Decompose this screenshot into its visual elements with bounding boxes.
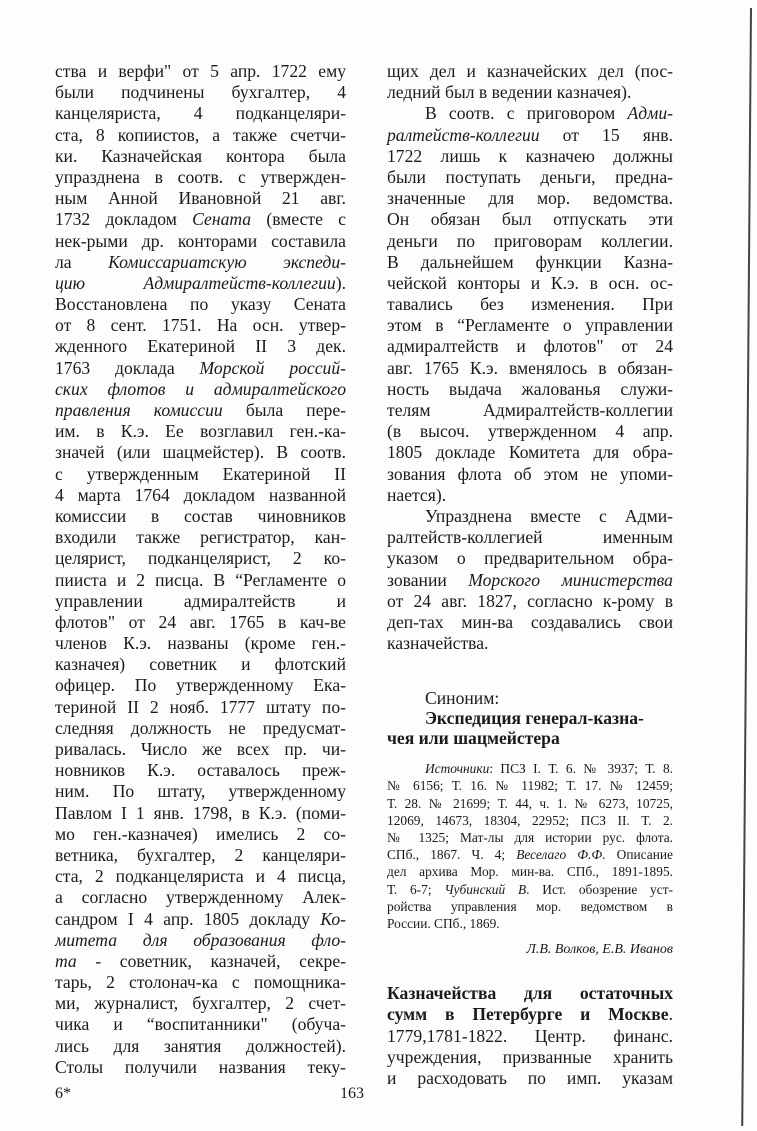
text-run: ралтейств-коллегией именным	[387, 527, 673, 548]
text-run: 1722 лишь к казначею должны	[387, 145, 673, 166]
text-line	[55, 824, 346, 845]
text-run: мо ген.-казначея) имелись 2 со-	[55, 823, 346, 844]
text-line	[387, 188, 673, 209]
text-run: ста, 2 подканцеляриста и 4 писца,	[55, 866, 346, 887]
text-line	[55, 697, 346, 718]
text-line	[55, 82, 346, 103]
italic-text: Чубинский В	[444, 881, 527, 897]
synonym-block	[387, 688, 673, 748]
text-line	[55, 146, 346, 167]
italic-text: Ко-	[320, 908, 346, 929]
italic-text: правления комиссии	[55, 400, 223, 420]
text-run: ста, 8 копиистов, а также счетчи-	[55, 124, 346, 145]
text-line	[55, 633, 346, 654]
text-run: России. СПб., 1869.	[387, 915, 500, 931]
bold-text: Казначейства для остаточных	[387, 983, 673, 1004]
text-run: ми, журналист, бухгалтер, 2 счет-	[55, 993, 346, 1014]
text-line	[387, 1026, 673, 1047]
source-line	[387, 915, 673, 932]
text-run: : ПСЗ I. Т. 6. № 3937; Т. 8.	[489, 761, 673, 777]
text-line	[55, 993, 346, 1014]
text-line	[55, 315, 346, 336]
text-run: ства и верфи" от 5 апр. 1722 ему	[55, 61, 346, 81]
synonym-term-line-1: Экспедиция генерал-казна-	[425, 708, 644, 729]
text-line	[55, 336, 346, 357]
text-run: ла	[55, 251, 109, 272]
text-line	[387, 464, 673, 485]
text-run: от 15 янв.	[539, 124, 673, 145]
text-line	[55, 612, 346, 633]
text-line	[55, 1036, 346, 1057]
text-run: щих дел и казначейских дел (пос-	[387, 61, 673, 81]
text-line	[387, 125, 673, 146]
text-run: новников К.э. оставалось преж-	[55, 760, 346, 781]
text-line	[55, 379, 346, 400]
text-run: учреждения, призванные хранить	[387, 1046, 673, 1067]
right-column	[387, 61, 673, 1089]
text-run: казначейства.	[387, 633, 489, 654]
text-run: жденного Екатериной II 3 дек.	[55, 336, 346, 357]
text-run: входили также регистратор, кан-	[55, 527, 346, 548]
italic-text: Морской россий-	[199, 357, 346, 378]
italic-text: Веселаго Ф.Ф	[516, 847, 603, 863]
italic-text: Адми-	[627, 103, 673, 124]
text-run: следняя должность не предусмат-	[55, 717, 346, 738]
text-line	[55, 1014, 346, 1035]
text-line	[55, 209, 346, 230]
text-run: Он обязан был отпускать эти	[387, 209, 673, 230]
text-run: В соотв. с приговором	[425, 103, 628, 124]
text-run: В дальнейшем функции Казна-	[387, 251, 673, 272]
text-run: этом в “Регламенте о управлении	[387, 315, 673, 336]
text-run: деньги по приговорам коллегии.	[387, 230, 673, 251]
text-line	[387, 103, 673, 124]
text-line	[55, 951, 346, 972]
text-line	[387, 591, 673, 612]
text-line	[387, 294, 673, 315]
text-line	[55, 252, 346, 273]
text-run: № 1325; Мат-лы для истории рус. флота.	[387, 830, 673, 845]
text-run: . Ист. обозрение уст-	[526, 881, 673, 897]
italic-text: ралтейств-коллегии	[387, 124, 540, 145]
text-run: . Описание	[602, 847, 673, 863]
text-line	[387, 167, 673, 188]
text-line	[55, 845, 346, 866]
text-line	[387, 548, 673, 569]
text-line	[387, 442, 673, 463]
source-line	[387, 846, 673, 863]
text-run: были подчинены бухгалтер, 4	[55, 82, 346, 103]
italic-text: Комиссариатскую экспеди-	[108, 251, 346, 272]
text-run: лись для занятия должностей).	[55, 1035, 346, 1056]
text-line	[55, 103, 346, 124]
text-run: чика и “воспитанники" (обуча-	[55, 1014, 346, 1035]
source-line	[387, 829, 673, 846]
text-run: .	[668, 1004, 673, 1025]
italic-text: та	[55, 950, 77, 971]
text-run: Т. 28. № 21699; Т. 44, ч. 1. № 6273, 10725,	[387, 795, 673, 811]
text-run: указом о предварительном обра-	[387, 548, 673, 569]
text-run: Павлом I 1 янв. 1798, в К.э. (поми-	[55, 802, 346, 823]
entry-heading-line	[387, 983, 673, 1004]
text-run: нается).	[387, 484, 447, 505]
page-number: 163	[340, 1085, 364, 1102]
text-line	[55, 442, 346, 463]
text-run: Столы получили названия теку-	[55, 1056, 346, 1077]
text-run: ным Анной Ивановной 21 авг.	[55, 188, 346, 209]
bold-text: сумм в Петербурге и Москве	[387, 1004, 669, 1025]
text-run: канцеляриста, 4 подканцеляри-	[55, 103, 346, 124]
sources-block	[387, 760, 673, 932]
text-line	[55, 485, 346, 506]
text-line	[387, 421, 673, 442]
text-run: упразднена в соотв. с утвержден-	[55, 166, 346, 187]
text-line	[55, 781, 346, 802]
text-run: (вместе с	[251, 209, 346, 230]
text-run: ность выдача жалованья служи-	[387, 378, 673, 399]
text-run: 1732 докладом	[55, 209, 193, 230]
text-line	[387, 252, 673, 273]
text-line	[387, 485, 673, 506]
text-run: сандром I 4 апр. 1805 докладу	[55, 908, 321, 929]
source-line	[387, 760, 673, 777]
text-line	[55, 591, 346, 612]
text-line	[55, 61, 346, 82]
text-run: ).	[335, 272, 346, 293]
italic-text: Источники	[425, 761, 490, 777]
next-entry	[387, 983, 673, 1089]
text-line	[387, 273, 673, 294]
text-run: казначея) советник и флотский	[55, 654, 346, 675]
italic-text: ских флотов и адмиралтейского	[55, 378, 346, 399]
text-line	[55, 909, 346, 930]
text-run: Восстановлена по указу Сената	[55, 294, 346, 315]
text-line	[55, 125, 346, 146]
text-run: 4 марта 1764 докладом названной	[55, 484, 346, 505]
text-run: зования флота об этом не упоми-	[387, 463, 673, 484]
text-run: а согласно утвержденному Алек-	[55, 887, 346, 908]
text-line	[55, 803, 346, 824]
text-run: 1763 доклада	[55, 357, 200, 378]
text-run: Т. 6-7;	[387, 881, 445, 897]
entry-continuation-text	[387, 61, 673, 654]
text-line	[55, 421, 346, 442]
text-run: с утвержденным Екатериной II	[55, 463, 346, 484]
text-run: от 8 сент. 1751. На осн. утвер-	[55, 315, 346, 336]
text-line	[387, 633, 673, 654]
italic-text: митета для образования фло-	[55, 929, 346, 950]
text-line	[55, 930, 346, 951]
text-line	[55, 188, 346, 209]
article-authors: Л.В. Волков, Е.В. Иванов	[526, 942, 673, 958]
text-line	[55, 358, 346, 379]
source-line	[387, 863, 673, 880]
text-run: были поступать деньги, предна-	[387, 166, 673, 187]
text-run: целярист, подканцелярист, 2 ко-	[55, 548, 346, 569]
text-run: членов К.э. названы (кроме ген.-	[55, 633, 346, 654]
text-line	[387, 336, 673, 357]
text-line	[55, 167, 346, 188]
text-line	[387, 506, 673, 527]
text-run: комиссии в состав чиновников	[55, 505, 346, 526]
text-run: ледний был в ведении казначея).	[387, 82, 632, 103]
synonym-term-line-2: чея или шацмейстера	[387, 728, 560, 749]
text-line	[387, 379, 673, 400]
text-run: (в высоч. утвержденном 4 апр.	[387, 421, 673, 442]
text-line	[387, 209, 673, 230]
italic-text: Морского министерства	[468, 569, 673, 590]
text-run: телям Адмиралтейств-коллегии	[387, 400, 673, 420]
text-line	[55, 760, 346, 781]
text-line	[55, 506, 346, 527]
source-line	[387, 812, 673, 829]
text-run: ройства управления мор. ведомством в	[387, 898, 673, 914]
text-line	[387, 358, 673, 379]
text-run: была пере-	[222, 400, 346, 420]
text-run: зовании	[387, 569, 469, 590]
text-line	[387, 570, 673, 591]
text-run: флотов" от 24 авг. 1765 в кач-ве	[55, 611, 346, 632]
text-run: 1779,1781-1822. Центр. финанс.	[387, 1025, 673, 1046]
text-line	[387, 61, 673, 82]
text-line	[387, 1068, 673, 1089]
text-run: ривалась. Число же всех пр. чи-	[55, 739, 346, 759]
text-run: и расходовать по имп. указам	[387, 1067, 673, 1088]
text-line	[55, 654, 346, 675]
text-line	[387, 82, 673, 103]
text-run: управлении адмиралтейств и	[55, 590, 346, 611]
text-line	[55, 1057, 346, 1078]
text-line	[387, 1047, 673, 1068]
text-run: 1805 докладе Комитета для обра-	[387, 442, 673, 463]
text-run: деп-тах мин-ва создавались свои	[387, 611, 673, 632]
synonym-label: Синоним:	[425, 688, 500, 709]
text-line	[387, 146, 673, 167]
text-run: тарь, 2 столонач-ка с помощника-	[55, 972, 346, 993]
left-column	[55, 61, 346, 1078]
text-line	[55, 718, 346, 739]
text-line	[55, 294, 346, 315]
text-line	[55, 464, 346, 485]
italic-text: Сената	[192, 209, 252, 230]
text-line	[55, 887, 346, 908]
text-line	[55, 548, 346, 569]
source-line	[387, 881, 673, 898]
text-line	[55, 570, 346, 591]
text-run: авг. 1765 К.э. вменялось в обязан-	[387, 357, 673, 378]
text-run: СПб., 1867. Ч. 4;	[387, 847, 517, 863]
text-line	[387, 527, 673, 548]
text-run: 12069, 14673, 18304, 22952; ПСЗ II. Т. 2.	[387, 812, 673, 828]
scan-edge-line	[741, 8, 752, 1126]
text-run: ки. Казначейская контора была	[55, 145, 346, 166]
text-run: от 24 авг. 1827, согласно к-рому в	[387, 590, 673, 611]
text-line	[55, 866, 346, 887]
text-run: адмиралтейств и флотов" от 24	[387, 336, 673, 357]
text-line	[55, 400, 346, 421]
text-run: чейской конторы и К.э. в осн. ос-	[387, 272, 673, 293]
text-line	[387, 400, 673, 421]
text-run: тавались без изменения. При	[387, 294, 673, 315]
source-line	[387, 795, 673, 812]
text-line	[55, 972, 346, 993]
text-run: № 6156; Т. 16. № 11982; Т. 17. № 12459;	[387, 778, 673, 794]
text-line	[387, 231, 673, 252]
text-run: Упразднена вместе с Адми-	[425, 505, 673, 526]
text-line	[387, 315, 673, 336]
entry-heading-line	[387, 1004, 673, 1025]
text-line	[55, 675, 346, 696]
text-line	[55, 273, 346, 294]
text-run: значей (или шацмейстер). В соотв.	[55, 442, 346, 463]
text-line	[387, 612, 673, 633]
text-run: дел архива Мор. мин-ва. СПб., 1891-1895.	[387, 864, 673, 880]
text-line	[55, 231, 346, 252]
text-run: ветника, бухгалтер, 2 канцеляри-	[55, 844, 346, 865]
text-run: нек-рыми др. конторами составила	[55, 230, 346, 251]
source-line	[387, 898, 673, 915]
source-line	[387, 777, 673, 794]
text-line	[55, 739, 346, 760]
italic-text: цию Адмиралтейств-коллегии	[55, 272, 336, 293]
text-run: им. в К.э. Ее возглавил ген.-ка-	[55, 421, 346, 442]
text-run: офицер. По утвержденному Ека-	[55, 675, 346, 696]
text-line	[55, 527, 346, 548]
text-run: ним. По штату, утвержденному	[55, 781, 346, 802]
text-run: териной II 2 нояб. 1777 штату по-	[55, 696, 346, 717]
text-run: - советник, казначей, секре-	[76, 950, 346, 971]
text-run: значенные для мор. ведомства.	[387, 188, 673, 209]
signature-mark: 6*	[55, 1085, 71, 1102]
text-run: пииста и 2 писца. В “Регламенте о	[55, 569, 346, 590]
